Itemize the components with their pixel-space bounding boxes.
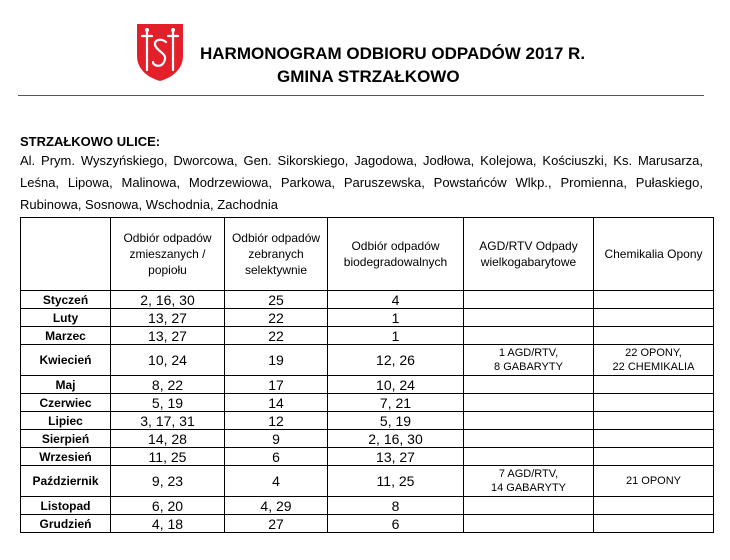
chem-cell bbox=[594, 430, 714, 448]
agd-cell bbox=[464, 497, 594, 515]
selective-cell: 19 bbox=[225, 345, 328, 376]
chem-cell bbox=[594, 394, 714, 412]
mixed-cell: 10, 24 bbox=[111, 345, 225, 376]
bio-cell: 1 bbox=[328, 309, 464, 327]
chem-cell: 22 OPONY, 22 CHEMIKALIA bbox=[594, 345, 714, 376]
table-row bbox=[21, 309, 714, 327]
mixed-cell: 8, 22 bbox=[111, 376, 225, 394]
selective-cell: 14 bbox=[225, 394, 328, 412]
mixed-cell: 2, 16, 30 bbox=[111, 291, 225, 309]
month-cell: Marzec bbox=[21, 327, 111, 345]
table-row bbox=[21, 394, 714, 412]
mixed-cell: 3, 17, 31 bbox=[111, 412, 225, 430]
selective-cell: 25 bbox=[225, 291, 328, 309]
bio-cell: 2, 16, 30 bbox=[328, 430, 464, 448]
chem-cell bbox=[594, 515, 714, 533]
chem-cell bbox=[594, 412, 714, 430]
bio-cell: 12, 26 bbox=[328, 345, 464, 376]
chem-cell bbox=[594, 448, 714, 466]
selective-cell: 4 bbox=[225, 466, 328, 497]
table-row bbox=[21, 448, 714, 466]
chem-cell: 21 OPONY bbox=[594, 466, 714, 497]
selective-cell: 27 bbox=[225, 515, 328, 533]
mixed-cell: 11, 25 bbox=[111, 448, 225, 466]
document-subtitle: GMINA STRZAŁKOWO bbox=[277, 67, 460, 86]
mixed-cell: 6, 20 bbox=[111, 497, 225, 515]
agd-cell bbox=[464, 291, 594, 309]
month-cell: Listopad bbox=[21, 497, 111, 515]
header-bio-waste: Odbiór odpadów biodegradowalnych bbox=[328, 218, 464, 291]
selective-cell: 9 bbox=[225, 430, 328, 448]
coat-of-arms-icon bbox=[135, 22, 185, 82]
table-row bbox=[21, 376, 714, 394]
month-cell: Maj bbox=[21, 376, 111, 394]
mixed-cell: 13, 27 bbox=[111, 309, 225, 327]
streets-list: Al. Prym. Wyszyńskiego, Dworcowa, Gen. Sikorskiego, Jagodowa, Jodłowa, Kolejowa, Kościuszki, Ks. Marusarza, Leśna, Lipowa, Malinowa, Modrzewiowa, Parkowa, Paruszewska, Powstańców Wlkp., Promienna, Pułaskiego, Rubinowa, Sosnowa, Wschodnia, Zachodnia bbox=[20, 153, 703, 212]
table-row bbox=[21, 327, 714, 345]
table-row bbox=[21, 430, 714, 448]
agd-cell: 1 AGD/RTV, 8 GABARYTY bbox=[464, 345, 594, 376]
month-cell: Lipiec bbox=[21, 412, 111, 430]
month-cell: Luty bbox=[21, 309, 111, 327]
month-cell: Wrzesień bbox=[21, 448, 111, 466]
chem-cell bbox=[594, 327, 714, 345]
table-row bbox=[21, 291, 714, 309]
agd-cell bbox=[464, 394, 594, 412]
selective-cell: 22 bbox=[225, 327, 328, 345]
table-row bbox=[21, 345, 714, 376]
chem-cell bbox=[594, 376, 714, 394]
table-row bbox=[21, 412, 714, 430]
mixed-cell: 4, 18 bbox=[111, 515, 225, 533]
document-title: HARMONOGRAM ODBIORU ODPADÓW 2017 R. bbox=[200, 44, 586, 63]
agd-cell bbox=[464, 376, 594, 394]
table-row bbox=[21, 466, 714, 497]
bio-cell: 5, 19 bbox=[328, 412, 464, 430]
selective-cell: 4, 29 bbox=[225, 497, 328, 515]
mixed-cell: 5, 19 bbox=[111, 394, 225, 412]
header-agd-bulky: AGD/RTV Odpady wielkogabarytowe bbox=[464, 218, 594, 291]
agd-cell bbox=[464, 412, 594, 430]
chem-cell bbox=[594, 497, 714, 515]
header-chemicals-tires: Chemikalia Opony bbox=[594, 218, 714, 291]
header-divider bbox=[18, 95, 704, 96]
agd-cell bbox=[464, 448, 594, 466]
month-cell: Czerwiec bbox=[21, 394, 111, 412]
bio-cell: 4 bbox=[328, 291, 464, 309]
selective-cell: 6 bbox=[225, 448, 328, 466]
month-cell: Sierpień bbox=[21, 430, 111, 448]
header-row bbox=[21, 218, 714, 291]
bio-cell: 13, 27 bbox=[328, 448, 464, 466]
month-cell: Styczeń bbox=[21, 291, 111, 309]
bio-cell: 1 bbox=[328, 327, 464, 345]
month-cell: Październik bbox=[21, 466, 111, 497]
agd-cell bbox=[464, 327, 594, 345]
header-month bbox=[21, 218, 111, 291]
selective-cell: 22 bbox=[225, 309, 328, 327]
header-mixed-waste: Odbiór odpadów zmieszanych / popiołu bbox=[111, 218, 225, 291]
agd-cell bbox=[464, 515, 594, 533]
bio-cell: 10, 24 bbox=[328, 376, 464, 394]
month-cell: Kwiecień bbox=[21, 345, 111, 376]
schedule-table bbox=[20, 217, 714, 533]
header-selective-waste: Odbiór odpadów zebranych selektywnie bbox=[225, 218, 328, 291]
table-row bbox=[21, 515, 714, 533]
bio-cell: 6 bbox=[328, 515, 464, 533]
streets-heading: STRZAŁKOWO ULICE: bbox=[20, 134, 161, 149]
agd-cell bbox=[464, 309, 594, 327]
bio-cell: 7, 21 bbox=[328, 394, 464, 412]
selective-cell: 12 bbox=[225, 412, 328, 430]
bio-cell: 11, 25 bbox=[328, 466, 464, 497]
month-cell: Grudzień bbox=[21, 515, 111, 533]
mixed-cell: 9, 23 bbox=[111, 466, 225, 497]
agd-cell: 7 AGD/RTV, 14 GABARYTY bbox=[464, 466, 594, 497]
chem-cell bbox=[594, 291, 714, 309]
mixed-cell: 13, 27 bbox=[111, 327, 225, 345]
table-row bbox=[21, 497, 714, 515]
mixed-cell: 14, 28 bbox=[111, 430, 225, 448]
agd-cell bbox=[464, 430, 594, 448]
bio-cell: 8 bbox=[328, 497, 464, 515]
selective-cell: 17 bbox=[225, 376, 328, 394]
chem-cell bbox=[594, 309, 714, 327]
